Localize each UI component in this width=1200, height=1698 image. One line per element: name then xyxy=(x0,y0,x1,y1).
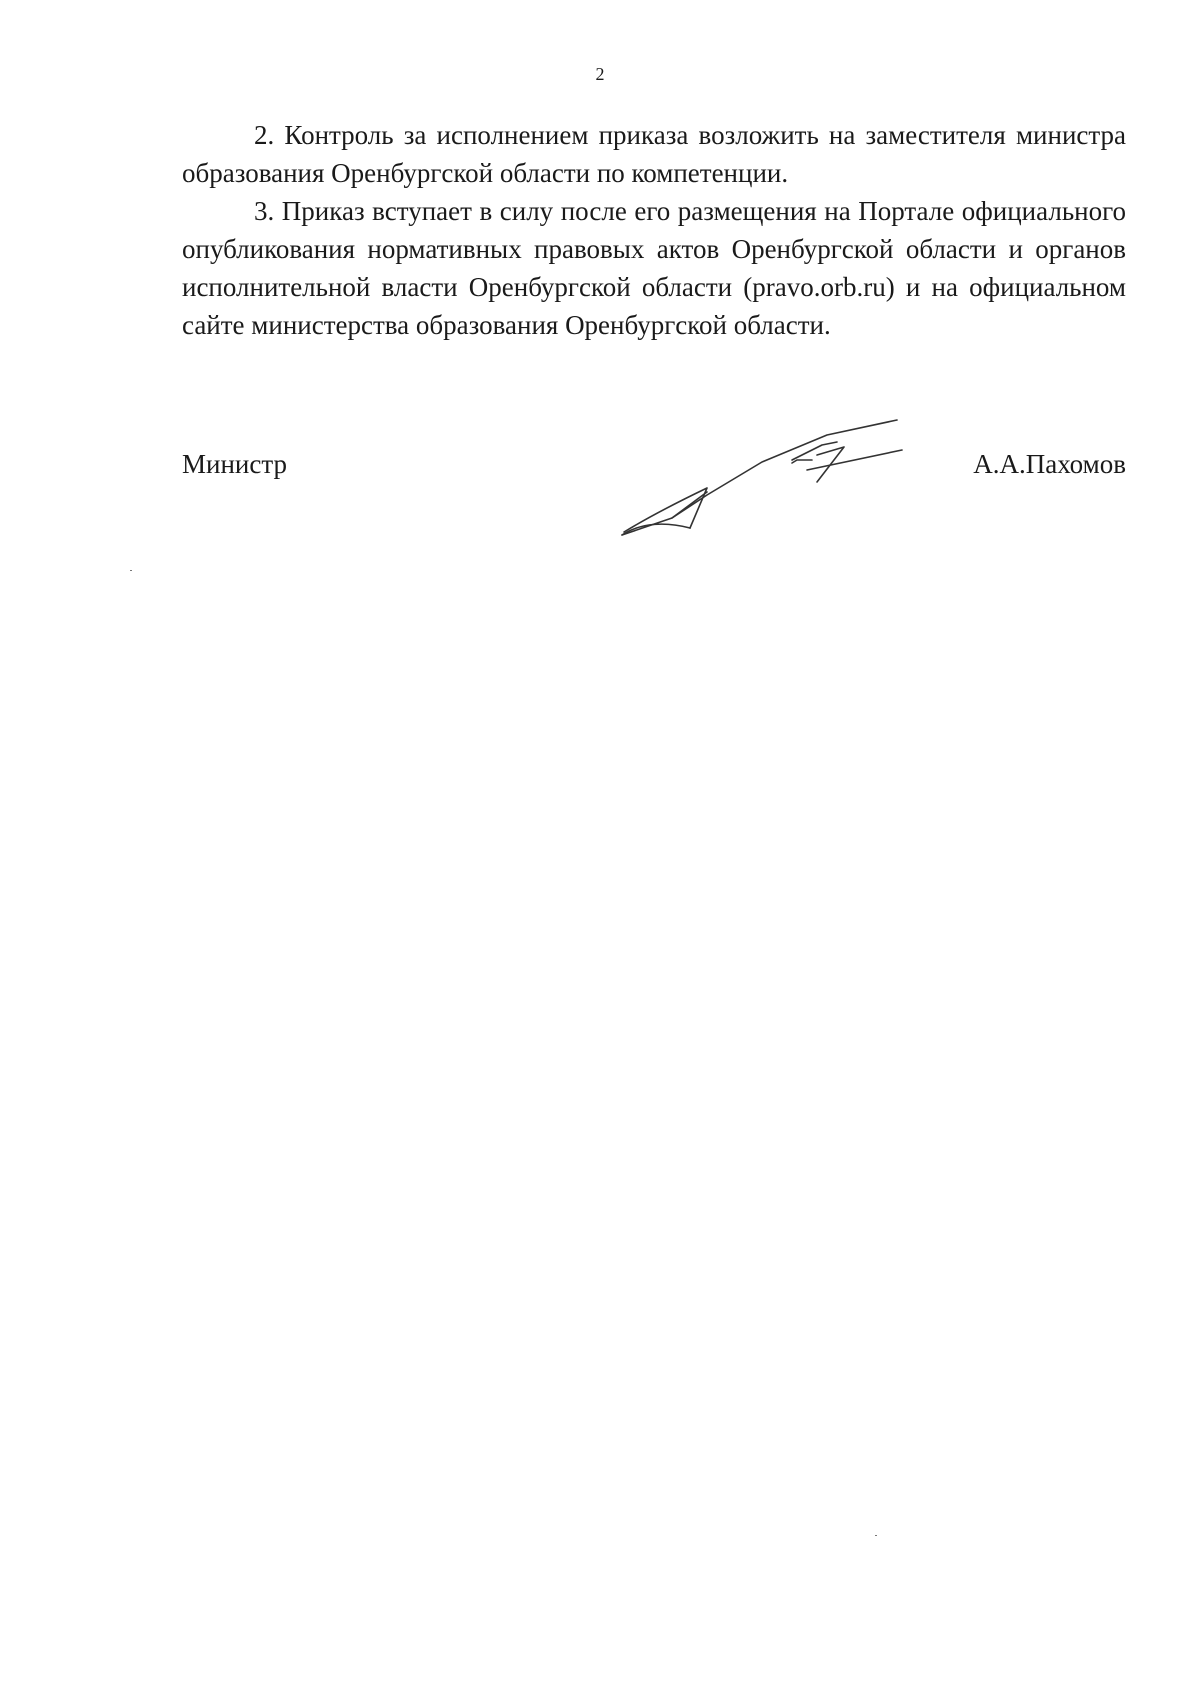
signer-position: Министр xyxy=(182,449,287,479)
page-number: 2 xyxy=(595,64,605,84)
scan-speck xyxy=(875,1535,877,1536)
document-body xyxy=(182,116,1126,344)
paragraph-entry-into-force: 3. Приказ вступает в силу после его размещения на Портале официального опубликования нормативных правовых актов Оренбургской области и органов исполнительной власти Оренбургской области (pravo.orb.ru) и на официальном сайте министерства образования Оренбургской области. xyxy=(182,196,1126,340)
scan-speck xyxy=(130,570,132,571)
signer-name: А.А.Пахомов xyxy=(973,449,1126,479)
handwritten-signature xyxy=(612,410,912,540)
paragraph-control: 2. Контроль за исполнением приказа возложить на заместителя министра образования Оренбургской области по компетенции. xyxy=(182,120,1126,188)
